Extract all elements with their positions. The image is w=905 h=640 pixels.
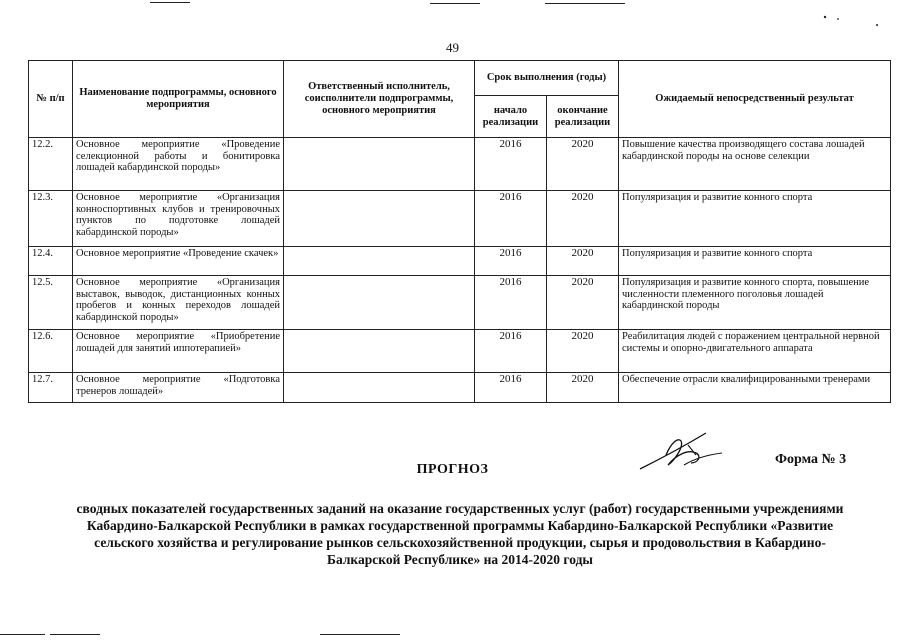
scan-artifact-line [545, 3, 625, 4]
header-term: Срок выполнения (годы) [475, 61, 619, 96]
scan-artifact-line [320, 634, 400, 635]
row-num: 12.2. [29, 138, 73, 191]
scan-artifact-line [150, 2, 190, 3]
table-row [29, 191, 891, 247]
page-number: 49 [446, 40, 459, 55]
row-result: Реабилитация людей с поражением центральной нервной системы и опорно-двигательного аппарата [619, 330, 891, 373]
row-result: Обеспечение отрасли квалифицированными тренерами [619, 373, 891, 403]
row-name: Основное мероприятие «Организация выставок, выводок, дистанционных конных пробегов и конных переходов лошадей кабардинской породы» [73, 276, 284, 330]
header-executor: Ответственный исполнитель, соисполнители подпрограммы, основного мероприятия [284, 61, 475, 138]
row-end: 2020 [547, 373, 619, 403]
row-end: 2020 [547, 191, 619, 247]
table-row [29, 247, 891, 276]
header-end: окончание реализации [547, 96, 619, 138]
scan-artifact-line [50, 634, 100, 635]
row-name: Основное мероприятие «Приобретение лошадей для занятий иппотерапией» [73, 330, 284, 373]
row-result: Популяризация и развитие конного спорта [619, 191, 891, 247]
row-end: 2020 [547, 138, 619, 191]
row-result: Популяризация и развитие конного спорта, повышение численности племенного поголовья лошадей кабардинской породы [619, 276, 891, 330]
row-end: 2020 [547, 276, 619, 330]
document-subtitle: сводных показателей государственных заданий на оказание государственных услуг (работ) государственными учреждениями Кабардино-Балкарской Республики в рамках государственной программы Кабардино-Балкарской Республики «Развитие сельского хозяйства и регулирование рынков сельскохозяйственной продукции, сырья и продовольствия в Кабардино-Балкарской Республике» на 2014-2020 годы [76, 501, 844, 567]
table-row [29, 138, 891, 191]
row-executor [284, 330, 475, 373]
table-row [29, 330, 891, 373]
header-result: Ожидаемый непосредственный результат [619, 61, 891, 138]
header-num: № п/п [29, 61, 73, 138]
row-executor [284, 191, 475, 247]
row-num: 12.6. [29, 330, 73, 373]
row-result: Популяризация и развитие конного спорта [619, 247, 891, 276]
row-executor [284, 138, 475, 191]
scan-artifact-line [0, 634, 45, 635]
row-executor [284, 276, 475, 330]
row-start: 2016 [475, 373, 547, 403]
scan-specks [820, 12, 890, 32]
header-name: Наименование подпрограммы, основного мероприятия [73, 61, 284, 138]
row-name: Основное мероприятие «Проведение скачек» [73, 247, 284, 276]
row-num: 12.5. [29, 276, 73, 330]
row-num: 12.7. [29, 373, 73, 403]
row-num: 12.4. [29, 247, 73, 276]
form-label: Форма № 3 [775, 452, 847, 467]
row-num: 12.3. [29, 191, 73, 247]
table-row [29, 373, 891, 403]
document-title: ПРОГНОЗ [416, 462, 489, 477]
row-result: Повышение качества производящего состава лошадей кабардинской породы на основе селекции [619, 138, 891, 191]
row-executor [284, 373, 475, 403]
table-row [29, 276, 891, 330]
scan-artifact-line [430, 3, 480, 4]
row-name: Основное мероприятие «Организация конноспортивных клубов и тренировочных пунктов по подготовке лошадей кабардинской породы» [73, 191, 284, 247]
row-start: 2016 [475, 276, 547, 330]
row-name: Основное мероприятие «Проведение селекционной работы и бонитировка лошадей кабардинской породы» [73, 138, 284, 191]
plan-table [28, 60, 891, 403]
row-start: 2016 [475, 247, 547, 276]
row-start: 2016 [475, 191, 547, 247]
row-start: 2016 [475, 330, 547, 373]
row-end: 2020 [547, 330, 619, 373]
row-start: 2016 [475, 138, 547, 191]
row-executor [284, 247, 475, 276]
header-start: начало реализации [475, 96, 547, 138]
row-name: Основное мероприятие «Подготовка тренеров лошадей» [73, 373, 284, 403]
row-end: 2020 [547, 247, 619, 276]
